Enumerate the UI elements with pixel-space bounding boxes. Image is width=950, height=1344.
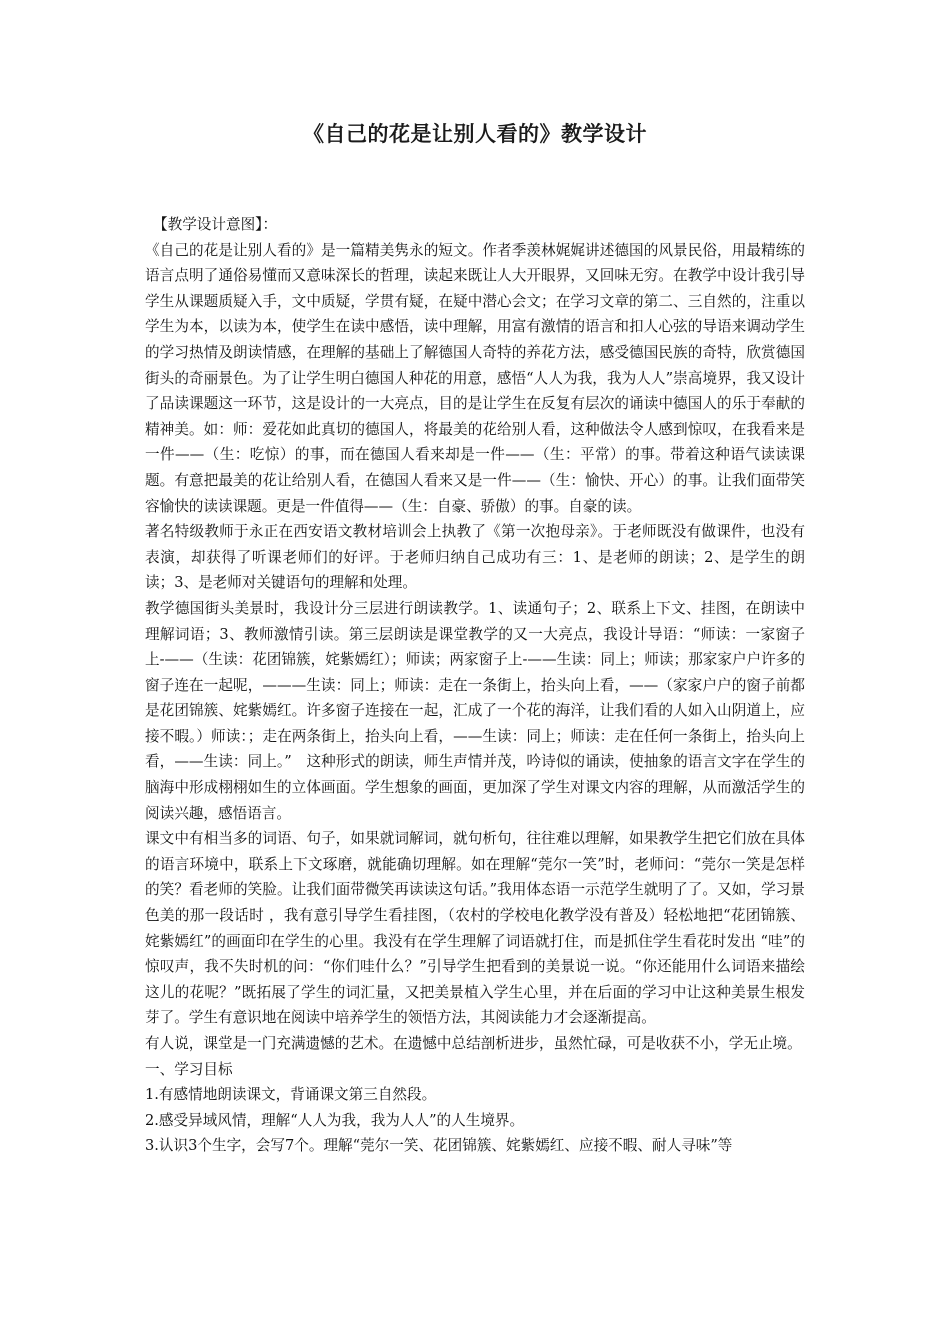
- intent-heading: 【教学设计意图】：: [153, 216, 278, 233]
- goal-item: 1.有感情地朗读课文，背诵课文第三自然段。: [145, 1086, 437, 1104]
- document-title: 《自己的花是让别人看的》教学设计: [303, 122, 647, 146]
- paragraph: 课文中有相当多的词语、句子，如果就词解词，就句析句，往往难以理解，如果教学生把它们放在具体的语言环境中，联系上下文琢磨，就能确切理解。如在理解“莞尔一笑”时，老师问：“莞尔一笑是怎样的笑？看老师的笑脸。让我们面带微笑再读读这句话。”我用体态语一示范学生就明了了。又如，学习景色美的那一段话时 ，我有意引导学生看挂图，（农村的学校电化教学没有普及）轻松地把“花团锦簇、姹紫嫣红”的画面印在学生的心里。我没有在学生理解了词语就打住，而是抓住学生看花时发出 “哇”的惊叹声，我不失时机的问：“你们哇什么？”引导学生把看到的美景说一说。“你还能用什么词语来描绘这儿的花呢？”既拓展了学生的词汇量，又把美景植入学生心里，并在后面的学习中让这种美景生根发芽了。学生有意识地在阅读中培养学生的领悟方法，其阅读能力才会逐渐提高。: [145, 830, 805, 1027]
- document-body: [145, 212, 805, 1159]
- paragraph: 有人说，课堂是一门充满遗憾的艺术。在遗憾中总结剖析进步，虽然忙碌，可是收获不小，学无止境。: [145, 1035, 802, 1052]
- goal-item: 3.认识3个生字，会写7个。理解“莞尔一笑、花团锦簇、姹紫嫣红、应接不暇、耐人寻味”等: [145, 1137, 733, 1155]
- section-heading: 一、学习目标: [145, 1060, 233, 1078]
- goal-item: 2.感受异域风情，理解“人人为我，我为人人”的人生境界。: [145, 1111, 525, 1129]
- paragraph: 著名特级教师于永正在西安语文教材培训会上执教了《第一次抱母亲》。于老师既没有做课件，也没有表演，却获得了听课老师们的好评。于老师归纳自己成功有三：1、是老师的朗读；2、是学生的朗读；3、是老师对关键语句的理解和处理。: [145, 523, 805, 592]
- paragraph: 教学德国街头美景时，我设计分三层进行朗读教学。1、读通句子；2、联系上下文、挂图，在朗读中理解词语；3、教师激情引读。第三层朗读是课堂教学的又一大亮点，我设计导语：“师读：一家窗子上-——（生读：花团锦簇，姹紫嫣红）；师读；两家窗子上-——生读：同上；师读；那家家户户许多的窗子连在一起呢，———生读：同上；师读：走在一条街上，抬头向上看，——（家家户户的窗子前都是花团锦簇、姹紫嫣红。许多窗子连接在一起，汇成了一个花的海洋，让我们看的人如入山阴道上，应接不暇。）师读：；走在两条街上，抬头向上看，——生读：同上；师读：走在任何一条街上，抬头向上看，——生读：同上。” 这种形式的朗读，师生声情并茂，吟诗似的诵读，使抽象的语言文字在学生的脑海中形成栩栩如生的立体画面。学生想象的画面，更加深了学生对课文内容的理解，从而激活学生的阅读兴趣，感悟语言。: [145, 599, 805, 822]
- paragraph: 《自己的花是让别人看的》是一篇精美隽永的短文。作者季羡林娓娓讲述德国的风景民俗，用最精练的语言点明了通俗易懂而又意味深长的哲理，读起来既让人大开眼界，又回味无穷。在教学中设计我引导学生从课题质疑入手，文中质疑，学贯有疑，在疑中潜心会文；在学习文章的第二、三自然的，注重以学生为本，以读为本，使学生在读中感悟，读中理解，用富有激情的语言和扣人心弦的导语来调动学生的学习热情及朗读情感，在理解的基础上了解德国人奇特的养花方法，感受德国民族的奇特，欣赏德国街头的奇丽景色。为了让学生明白德国人种花的用意，感悟“人人为我，我为人人”崇高境界，我又设计了品读课题这一环节，这是设计的一大亮点，目的是让学生在反复有层次的诵读中德国人的乐于奉献的精神美。如：师：爱花如此真切的德国人，将最美的花给别人看，这种做法令人感到惊叹，在我看来是一件——（生：吃惊）的事，而在德国人看来却是一件——（生：平常）的事。带着这种语气读读课题。有意把最美的花让给别人看，在德国人看来又是一件——（生：愉快、开心）的事。让我们面带笑容愉快的读读课题。更是一件值得——（生：自豪、骄傲）的事。自豪的读。: [145, 241, 805, 515]
